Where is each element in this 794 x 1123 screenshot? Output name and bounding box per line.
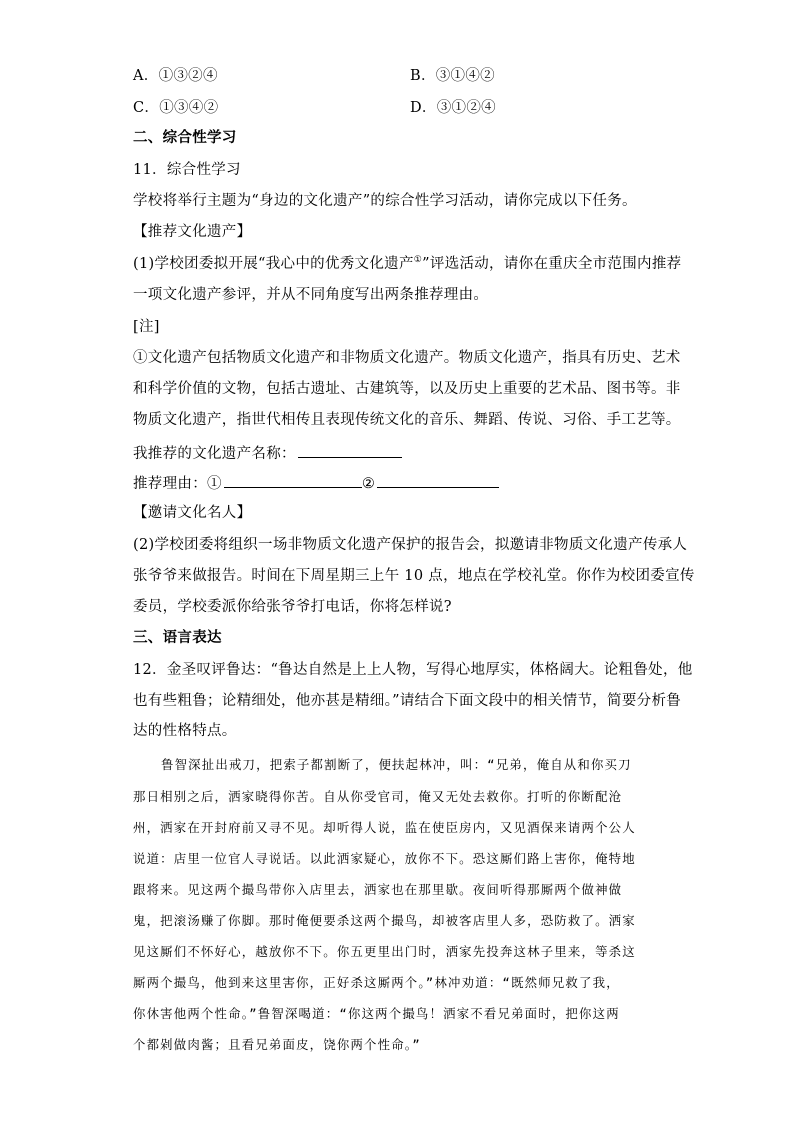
section-heading-comprehensive: 二、综合性学习 bbox=[133, 129, 237, 146]
reason-2-label: ② bbox=[361, 476, 376, 492]
heritage-name-row bbox=[133, 443, 402, 463]
subsection-heading-invite: 【邀请文化名人】 bbox=[133, 505, 252, 521]
subsection-heading-recommend: 【推荐文化遗产】 bbox=[133, 224, 252, 240]
excerpt-line: 鲁智深扯出戒刀，把索子都割断了，便扶起林冲，叫：“兄弟，俺自从和你买刀 bbox=[161, 757, 632, 772]
reason-1-blank[interactable] bbox=[224, 473, 362, 488]
question-11-title: 11．综合性学习 bbox=[133, 162, 241, 178]
option-c: C．①③④② bbox=[133, 100, 219, 116]
excerpt-line: 个都剁做肉酱；且看兄弟面皮，饶你两个性命。” bbox=[133, 1037, 421, 1052]
section-heading-expression: 三、语言表达 bbox=[133, 629, 222, 646]
excerpt-line: 你休害他两个性命。”鲁智深喝道：“你这两个撮鸟！洒家不看兄弟面时，把你这两 bbox=[133, 1006, 620, 1021]
footnote-marker: ① bbox=[413, 255, 423, 266]
note-line-1: ①文化遗产包括物质文化遗产和非物质文化遗产。物质文化遗产，指具有历史、艺术 bbox=[133, 350, 681, 366]
heritage-name-label: 我推荐的文化遗产名称： bbox=[133, 446, 296, 462]
excerpt-line: 见这厮们不怀好心，越放你不下。你五更里出门时，洒家先投奔这林子里来，等杀这 bbox=[133, 944, 636, 959]
question-2-line-1: (2)学校团委将组织一场非物质文化遗产保护的报告会，拟邀请非物质文化遗产传承人 bbox=[133, 537, 688, 553]
question-12-line-3: 达的性格特点。 bbox=[133, 723, 237, 739]
question-12-line-2: 也有些粗鲁；论精细处，他亦甚是精细。”请结合下面文段中的相关情节，简要分析鲁 bbox=[133, 693, 682, 709]
question-2-line-3: 委员，学校委派你给张爷爷打电话，你将怎样说? bbox=[133, 599, 452, 615]
excerpt-line: 跟将来。见这两个撮鸟带你入店里去，洒家也在那里歇。夜间听得那厮两个做神做 bbox=[133, 882, 623, 897]
option-b: B．③①④② bbox=[410, 68, 495, 84]
question-2-line-2: 张爷爷来做报告。时间在下周星期三上午 10 点，地点在学校礼堂。你作为校团委宣传 bbox=[133, 568, 695, 584]
question-1-text-b: ”评选活动，请你在重庆全市范围内推荐 bbox=[422, 256, 682, 272]
heritage-name-blank[interactable] bbox=[298, 443, 402, 458]
excerpt-line: 鬼，把滚汤赚了你脚。那时俺便要杀这两个撮鸟，却被客店里人多，恐防救了。洒家 bbox=[133, 913, 636, 928]
reason-row bbox=[133, 473, 499, 493]
question-11-intro: 学校将举行主题为“身边的文化遗产”的综合性学习活动，请你完成以下任务。 bbox=[133, 193, 637, 209]
option-a: A．①③②④ bbox=[133, 68, 218, 84]
excerpt-line: 说道：店里一位官人寻说话。以此洒家疑心，放你不下。恐这厮们路上害你，俺特地 bbox=[133, 851, 636, 866]
excerpt-line: 那日相别之后，洒家晓得你苦。自从你受官司，俺又无处去救你。打听的你断配沧 bbox=[133, 789, 623, 804]
note-label: [注] bbox=[133, 319, 160, 335]
note-line-2: 和科学价值的文物，包括古遗址、古建筑等，以及历史上重要的艺术品、图书等。非 bbox=[133, 381, 681, 397]
question-1-line-1 bbox=[133, 255, 681, 273]
note-line-3: 物质文化遗产，指世代相传且表现传统文化的音乐、舞蹈、传说、习俗、手工艺等。 bbox=[133, 412, 681, 428]
excerpt-line: 厮两个撮鸟，他到来这里害你，正好杀这厮两个。”林冲劝道：“既然师兄救了我， bbox=[133, 975, 620, 990]
option-d: D．③①②④ bbox=[410, 100, 496, 116]
excerpt-line: 州，洒家在开封府前又寻不见。却听得人说，监在使臣房内，又见酒保来请两个公人 bbox=[133, 820, 636, 835]
question-1-line-2: 一项文化遗产参评，并从不同角度写出两条推荐理由。 bbox=[133, 287, 489, 303]
reason-label: 推荐理由：① bbox=[133, 476, 222, 492]
question-12-line-1: 12．金圣叹评鲁达：“鲁达自然是上上人物，写得心地厚实，体格阔大。论粗鲁处，他 bbox=[133, 662, 693, 678]
reason-2-blank[interactable] bbox=[377, 473, 499, 488]
question-1-text-a: (1)学校团委拟开展“我心中的优秀文化遗产 bbox=[133, 256, 414, 272]
